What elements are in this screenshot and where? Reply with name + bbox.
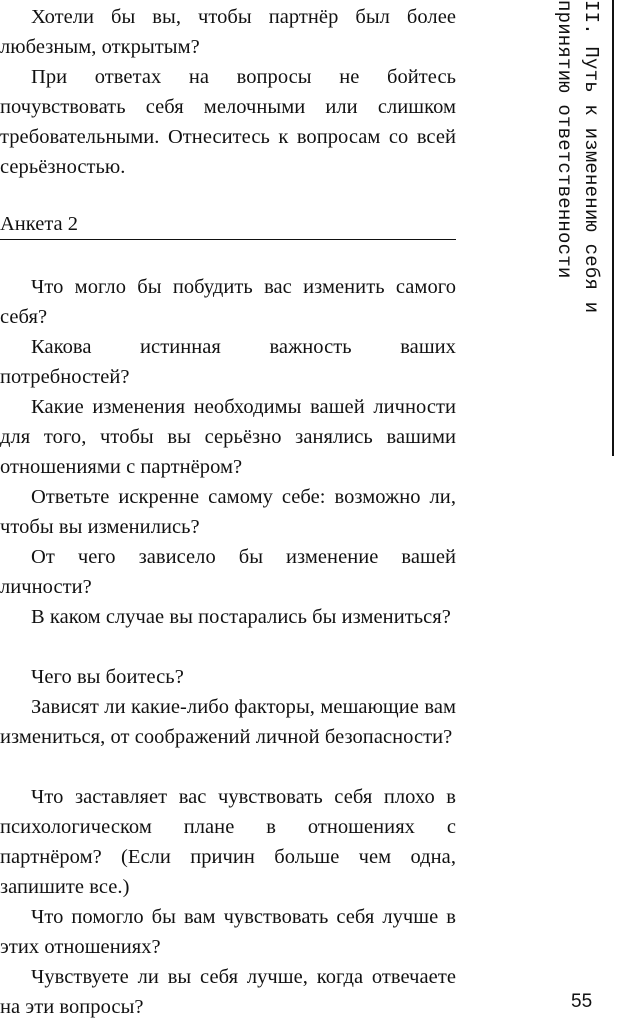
page-number: 55	[571, 991, 593, 1012]
question-11: Чувствуете ли вы себя лучше, когда отвечаете на эти вопросы?	[0, 966, 456, 1018]
section-title-rule	[0, 239, 456, 240]
question-4: Ответьте искренне самому себе: возможно ли, чтобы вы изменились?	[0, 486, 456, 538]
question-8: Зависят ли какие-либо факторы, мешающие вам измениться, от соображений личной безопасности?	[0, 696, 456, 748]
section-title: Анкета 2	[0, 213, 79, 235]
question-7: Чего вы боитесь?	[31, 666, 184, 688]
running-head-rule	[612, 0, 614, 456]
question-2: Какова истинная важность ваших потребностей?	[0, 336, 456, 388]
intro-paragraph-1: Хотели бы вы, чтобы партнёр был более любезным, открытым?	[0, 6, 456, 58]
question-1: Что могло бы побудить вас изменить самого себя?	[0, 276, 456, 328]
question-3: Какие изменения необходимы вашей личности для того, чтобы вы серьёзно занялись вашими отношениями с партнёром?	[0, 396, 456, 478]
intro-paragraph-2: При ответах на вопросы не бойтесь почувствовать себя мелочными или слишком требовательными. Отнеситесь к вопросам со всей серьёзностью.	[0, 66, 456, 178]
question-6: В каком случае вы постарались бы измениться?	[31, 606, 451, 628]
question-5: От чего зависело бы изменение вашей личности?	[0, 546, 456, 598]
question-10: Что помогло бы вам чувствовать себя лучше в этих отношениях?	[0, 906, 456, 958]
question-9: Что заставляет вас чувствовать себя плохо в психологическом плане в отношениях с партнёром? (Если причин больше чем одна, запишите все.)	[0, 786, 456, 898]
running-head-line-2: принятию ответственности	[553, 0, 575, 279]
running-head	[540, 0, 604, 340]
running-head-line-1: II. Путь к изменению себя и	[580, 0, 602, 314]
